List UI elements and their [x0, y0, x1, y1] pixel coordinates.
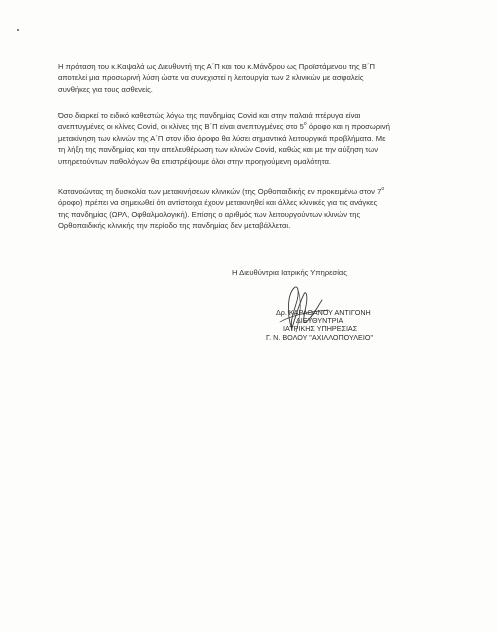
- superscript: ο: [381, 186, 385, 192]
- text-line: αποτελεί μια προσωρινή λύση ώστε να συνεχιστεί η λειτουργία των 2 κλινικών με ασφαλείς: [58, 73, 364, 83]
- paragraph-covid-status: [58, 110, 453, 167]
- official-stamp: [266, 308, 416, 342]
- stamp-line: ΔΙΕΥΘΥΝΤΡΙΑ: [296, 316, 344, 326]
- stamp-line: Γ. Ν. ΒΟΛΟΥ "ΑΧΙΛΛΟΠΟΥΛΕΙΟ": [266, 332, 373, 342]
- text-fragment: όροφο και η προσωρινή: [306, 122, 390, 132]
- scan-speck: [17, 29, 19, 31]
- text-line: [58, 186, 453, 197]
- text-line: υπηρετούντων παθολόγων θα επιστρέψουμε όλοι στην προηγούμενη ομαλότητα.: [58, 156, 332, 166]
- text-line: Η πρόταση του κ.Καψαλά ως Διευθυντή της Α΄Π και του κ.Μάνδρου ως Προϊστάμενου της Β΄Π: [58, 62, 375, 71]
- text-line: [58, 121, 453, 132]
- text-line: τη λήξη της πανδημίας και την απελευθέρωση των κλινών Covid, καθώς και με την αύξηση των: [58, 145, 379, 155]
- text-fragment: Κατανοώντας τη δυσκολία των μετακινήσεων κλινικών (της Ορθοπαιδικής εν προκειμένω στον 7: [58, 187, 382, 196]
- paragraph-proposal: [58, 61, 453, 95]
- text-line: της πανδημίας (ΩΡΛ, Οφθαλμολογική). Επίσης ο αριθμός των λειτουργούντων κλινών της: [58, 209, 361, 219]
- text-line: μετακίνηση των κλινών της Α΄Π στον ίδιο όροφο θα λύσει σημαντικά λειτουργικά προβλήματα. Με: [58, 133, 386, 143]
- stamp-line: Δρ. ΚΑΡΑΘΑΝΟΥ ΑΝΤΙΓΟΝΗ: [276, 308, 371, 317]
- text-fragment: ανεπτυγμένες οι κλίνες Covid, οι κλίνες της Β΄Π είναι ανεπτυγμένες στο 5: [58, 122, 304, 132]
- signatory-title: Η Διευθύντρια Ιατρικής Υπηρεσίας: [232, 268, 347, 277]
- text-line: Ορθοπαιδικής κλινικής την περίοδο της πανδημίας δεν μεταβάλλεται.: [58, 221, 291, 231]
- text-line: όροφο) πρέπει να σημειωθεί ότι αντίστοιχα έχουν μετακινηθεί και άλλες κλινικές για τις ανάγκες: [58, 198, 378, 208]
- text-line: συνθήκες για τους ασθενείς.: [58, 84, 153, 94]
- text-line: Όσο διαρκεί το ειδικό καθεστώς λόγω της πανδημίας Covid και στην παλαιά πτέρυγα είναι: [58, 111, 361, 120]
- stamp-line: ΙΑΤΡΙΚΗΣ ΥΠΗΡΕΣΙΑΣ: [283, 324, 358, 334]
- paragraph-orthopaedic: [58, 186, 453, 232]
- superscript: ο: [303, 121, 307, 128]
